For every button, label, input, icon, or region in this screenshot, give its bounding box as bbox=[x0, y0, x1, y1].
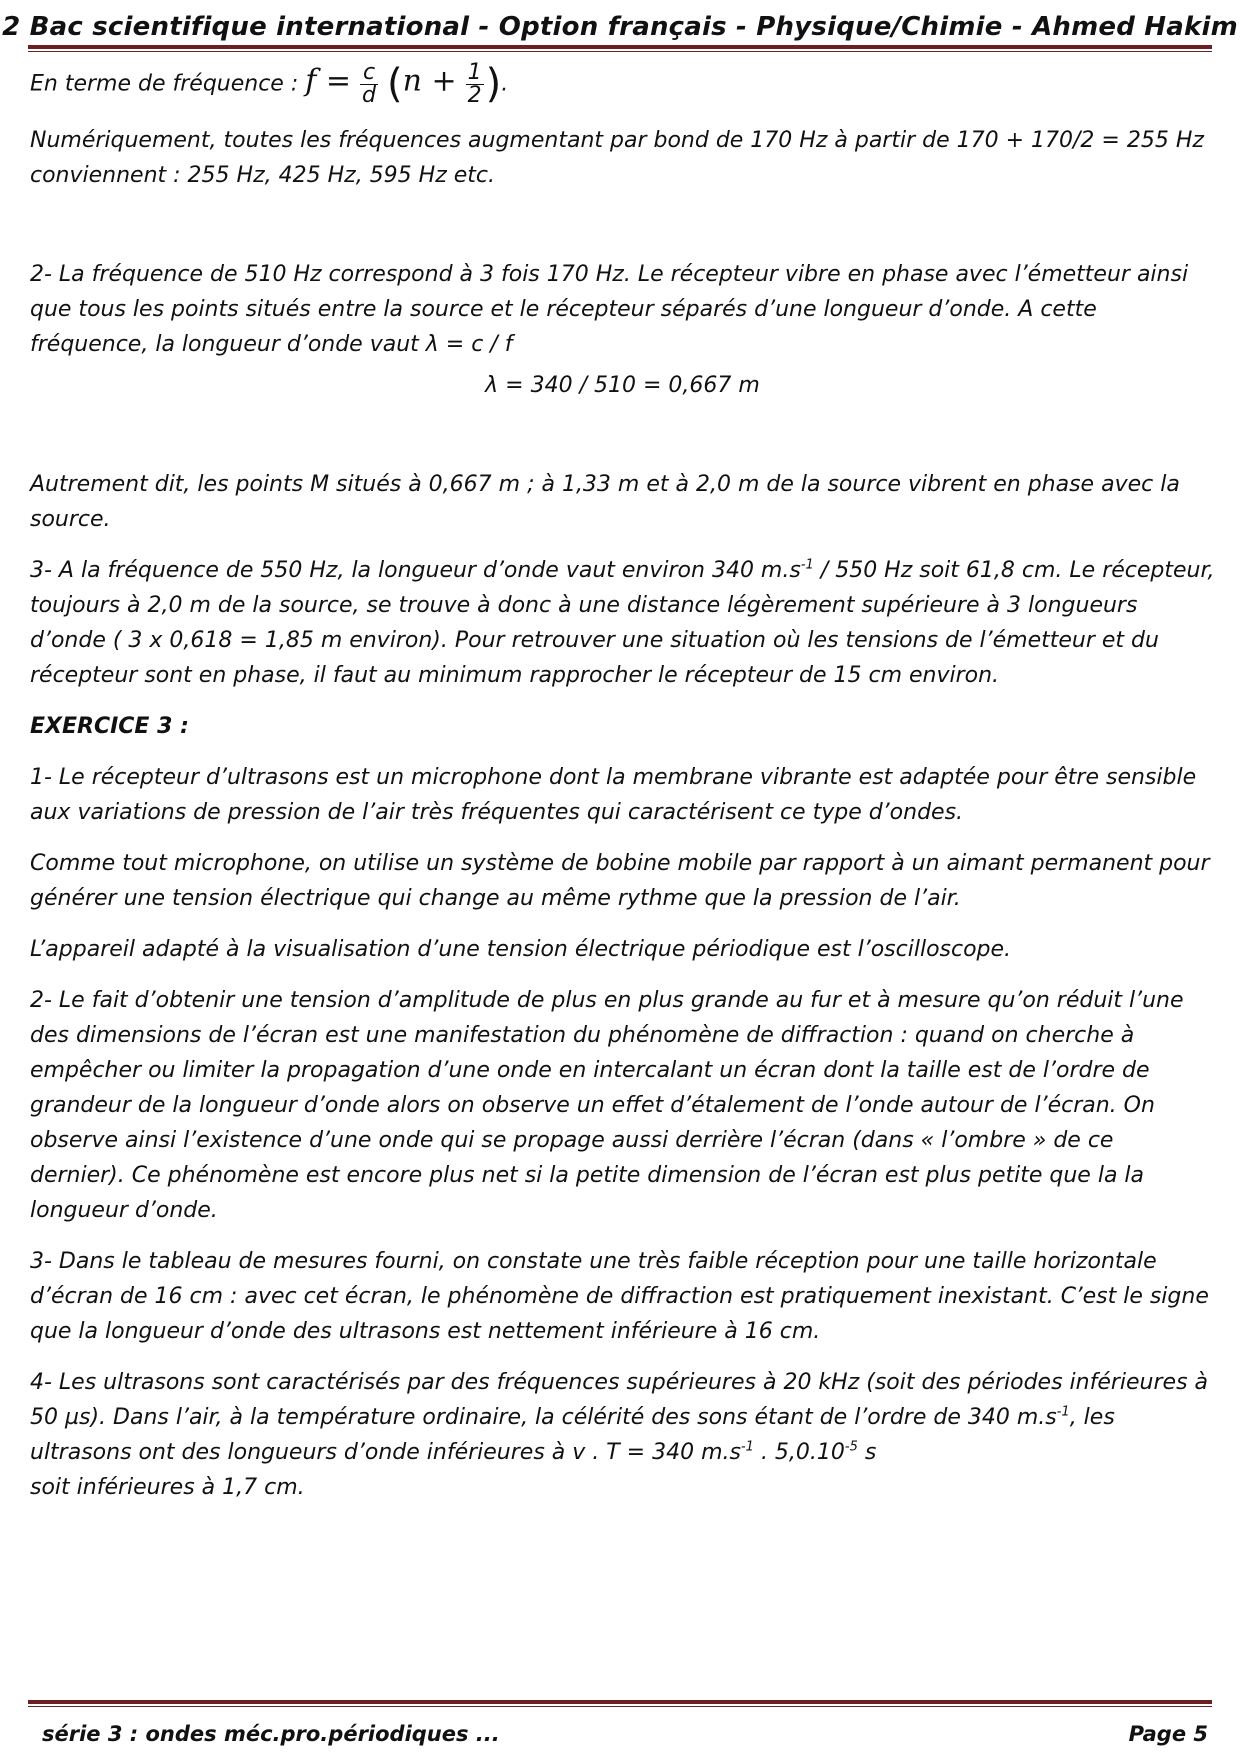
footer-page-number: Page 5 bbox=[1128, 1722, 1208, 1746]
header-rule bbox=[28, 45, 1212, 52]
paragraph-measurements: 3- Dans le tableau de mesures fourni, on constate une très faible réception pour une taille horizontale d’écran de 16 cm : avec cet écran, le phénomène de diffraction est pratiquement inexistant. C’est le signe que la longueur d’onde des ultrasons est nettement inférieure à 16 cm. bbox=[30, 1249, 1209, 1344]
formula-line: En terme de fréquence : f = $\frac{c}{d}$ (n + $\frac{1}{2}$ ). bbox=[30, 60, 509, 108]
paragraph-points-in-phase: Autrement dit, les points M situés à 0,667 m ; à 1,33 m et à 2,0 m de la source vibrent en phase avec la source. bbox=[30, 472, 1180, 532]
paragraph-question-3: 3- A la fréquence de 550 Hz, la longueur d’onde vaut environ 340 $m.s^{-1} / 550$ Hz soit 61,8 cm. Le récepteur, toujours à 2,0 m de la source, se trouve à donc à une distance légèrement supérieure à 3 longueurs d’onde ( 3 x 0,618 = 1,85 m environ). Pour retrouver une situation où les tensions de l’émetteur et du récepteur sont en phase, il faut au minimum rapprocher le récepteur de 15 cm environ. bbox=[30, 557, 1215, 688]
footer-series-title: série 3 : ondes méc.pro.périodiques ... bbox=[42, 1722, 500, 1746]
page-header-title: 2 Bac scientifique international - Option français - Physique/Chimie - Ahmed Hakim bbox=[2, 12, 1238, 42]
formula-lhs: f = bbox=[305, 63, 352, 99]
paragraph-question-2: 2- La fréquence de 510 Hz correspond à 3 fois 170 Hz. Le récepteur vibre en phase avec l’émetteur ainsi que tous les points situés entre la source et le récepteur séparés d’une longueur d’onde. A cette fréquence, la longueur d’onde vaut λ = c / f bbox=[30, 262, 1189, 357]
exercise-3-title: EXERCICE 3 : bbox=[30, 714, 189, 739]
paragraph-microphone: 1- Le récepteur d’ultrasons est un microphone dont la membrane vibrante est adaptée pour être sensible aux variations de pression de l’air très fréquentes qui caractérisent ce type d’ondes. bbox=[30, 765, 1197, 825]
wavelength-equation: λ = 340 / 510 = 0,667 m bbox=[485, 373, 760, 398]
paragraph-diffraction: 2- Le fait d’obtenir une tension d’amplitude de plus en plus grande au fur et à mesure qu’on réduit l’une des dimensions de l’écran est une manifestation du phénomène de diffraction : quand on cherche à empêcher ou limiter la propagation d’une onde en intercalant un écran dont la taille est de l’ordre de grandeur de la longueur d’onde alors on observe un effet d’étalement de l’onde autour de l’écran. On observe ainsi l’existence d’une onde qui se propage aussi derrière l’écran (dans « l’ombre » de ce dernier). Ce phénomène est encore plus net si la petite dimension de l’écran est plus petite que la la longueur d’onde. bbox=[30, 988, 1184, 1223]
formula-intro: En terme de fréquence : bbox=[30, 71, 306, 97]
paragraph-oscilloscope: L’appareil adapté à la visualisation d’une tension électrique périodique est l’oscilloscope. bbox=[30, 937, 1012, 962]
formula-n-plus: n + bbox=[402, 63, 457, 99]
paragraph-frequencies: Numériquement, toutes les fréquences augmentant par bond de 170 Hz à partir de 170 + 170/2 = 255 Hz conviennent : 255 Hz, 425 Hz, 595 Hz etc. bbox=[30, 128, 1204, 188]
footer-rule bbox=[28, 1700, 1212, 1707]
paragraph-coil: Comme tout microphone, on utilise un système de bobine mobile par rapport à un aimant permanent pour générer une tension électrique qui change au même rythme que la pression de l’air. bbox=[30, 851, 1210, 911]
paragraph-ultrasound: 4- Les ultrasons sont caractérisés par des fréquences supérieures à 20 kHz (soit des périodes inférieures à 50 µs). Dans l’air, à la température ordinaire, la célérité des sons étant de l’ordre de 340 $m.s^{-1}$, les ultrasons ont des longueurs d’onde inférieures à v . T = 340 $m.s^{-1}$ . $5,0.10^{-5}$ s soit inférieures à 1,7 cm. bbox=[30, 1370, 1209, 1500]
fraction-one-half: $\frac{1}{2}$ bbox=[467, 60, 482, 108]
fraction-c-over-d: $\frac{c}{d}$ bbox=[362, 60, 376, 108]
document-body bbox=[30, 62, 1215, 1505]
